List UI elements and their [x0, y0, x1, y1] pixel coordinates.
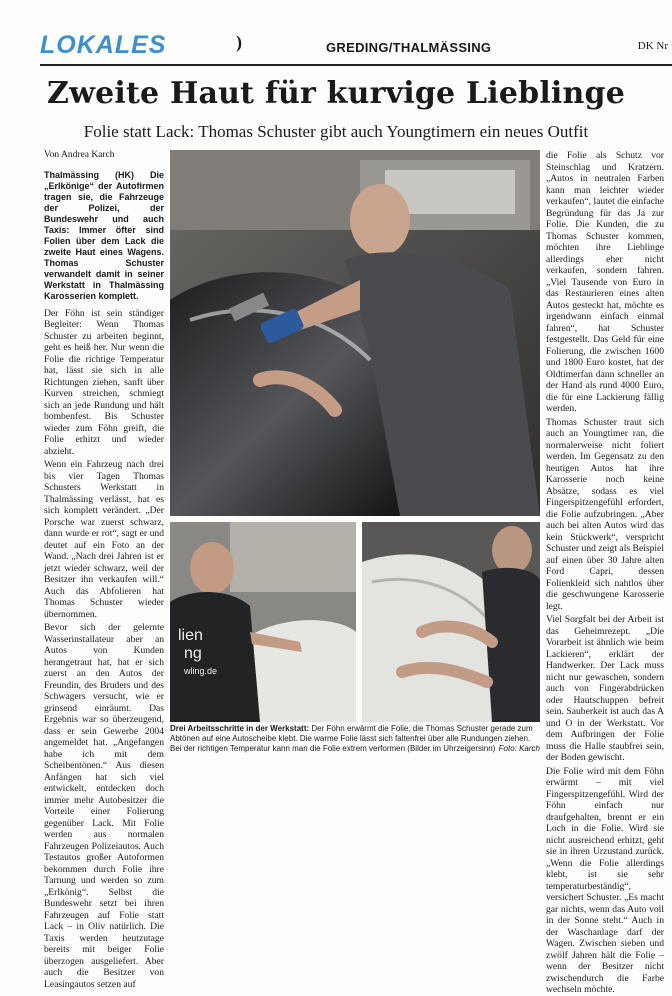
body-paragraph: Die Folie wird mit dem Föhn erwärmt – mit viel Fingerspitzengefühl. Wird der Föhn einfach nur draufgehalten, brennt er ein Loch in die Folie. Wird sie nicht ausreichend erhitzt, geht sie in ihren Urzustand zurück. „Wenn die Folie allerdings klebt, ist sie sehr temperaturbeständig“, versichert Schuster. „Es macht gar nichts, wenn das Auto voll in der Sonne steht.“ Auch in der Waschanlage darf der Wagen. Zwischen sieben und zwölf Jahren hält die Folie – wenn der Besitzer nicht zwischendurch die Farbe wechseln möchte.: [546, 765, 664, 995]
photo-left-worker: [170, 522, 356, 722]
page-id: DK Nr: [637, 40, 668, 52]
photo-main-workshop: [170, 150, 540, 516]
subheadline: Folie statt Lack: Thomas Schuster gibt auch Youngtimern ein neues Outfit: [83, 122, 589, 141]
region-label: GREDING/THALMÄSSING: [326, 40, 492, 55]
shirt-print-line-2: ng: [184, 645, 202, 662]
photo-credit: Foto: Karch: [498, 744, 540, 753]
text-column-left: [44, 150, 164, 990]
body-paragraph: Viel Sorgfalt bei der Arbeit ist das Geheimrezept. „Die Vorarbeit ist ähnlich wie beim Lackieren“, erklärt der Handwerker. Der Lack muss nicht nur gewaschen, sondern auch von Fingerabdrücken oder Hautschuppen befreit sein. Sauberkeit ist auch das A und O in der Werkstatt. Vor dem Aufbringen der Folie muss die Halle staubfrei sein, der Boden gewischt.: [546, 614, 664, 763]
caption-text: Der Föhn erwärmt die Folie, die Thomas Schuster gerade zum Abtönen auf eine Autoscheibe klebt. Die warme Folie lässt sich faltenfrei über alle Rundungen ziehen. Bei der richtigen Temperatur kann man die Folie extrem verformen (Bilder im Uhrzeigersinn): [170, 724, 533, 753]
page-header: [40, 30, 672, 64]
text-column-right: [546, 150, 664, 995]
shirt-print-line-3: wling.de: [184, 666, 218, 676]
header-rule: [40, 64, 672, 66]
page-mark: ): [236, 32, 242, 52]
photo-main-drawing: [170, 150, 540, 516]
shirt-print-line-1: lien: [178, 627, 203, 644]
lead-paragraph: Thalmässing (HK) Die „Erlkönige“ der Autofirmen tragen sie, die Fahrzeuge der Polizei, der Bundeswehr und auch Taxis: Immer öfter sind Folien über dem Lack die zweite Haut eines Wagens. Thomas Schuster verwandelt damit in seiner Werkstatt in Thalmässing Karosserien komplett.: [44, 169, 164, 301]
body-paragraph: die Folie als Schutz vor Steinschlag und Kratzern. „Autos in neutralen Farben kann man leichter wieder verkaufen“, lautet die einfache Begründung für das Ja zur Folie. Die Kunden, die zu Thomas Schuster kommen, möchten ihre Lieblinge allerdings eher nicht verkaufen, sondern fahren. „Viel Tausende von Euro in das Restaurieren eines alten Autos gesteckt hat, möchte es irgendwann einfach einmal fahren“, hat Schuster festgestellt. Das Geld für eine Folierung, die zwischen 1600 und 1800 Euro kostet, hat der Oldtimerfan dann schneller an der Hand als rund 4000 Euro, die für eine Lackierung fällig werden.: [546, 150, 664, 414]
photo-caption: [170, 724, 540, 754]
byline: Von Andrea Karch: [44, 150, 115, 160]
body-paragraph: Wenn ein Fahrzeug nach drei bis vier Tagen Thomas Schusters Werkstatt in Thalmässing verlässt, hat es sich komplett verändert. „Der Porsche war zuerst schwarz, dann wurde er rot“, sagt er und deutet auf ein Foto an der Wand. „Nach drei Jahren ist er jetzt wieder schwarz, weil der Besitzer ihn verkaufen will.“ Auch das Abfolieren hat Thomas Schuster wieder übernommen.: [44, 459, 164, 620]
headline: Zweite Haut für kurvige Lieblinge: [46, 76, 626, 111]
photo-right-drawing: [362, 522, 540, 722]
body-paragraph: Bevor sich der gelernte Wasserinstallateur aber an Autos von Kunden herangetraut hat, hat er sich zuerst an den Autos der Freundin, des Bruders und des Schwagers versucht, wie er grinsend einräumt. Das Ergebnis war so überzeugend, dass er sein Gewerbe 2004 angemeldet hat. „Angefangen habe ich mit dem Scheibentönen.“ Aus diesen Anfängen hat sich viel entwickelt, entdecken doch immer mehr Autobesitzer die Vorteile einer Folierung gegenüber Lack. Mit Folie werden aus normalen Fahrzeugen Polizeiautos. Auch Testautos großer Autoformen bekommen durch Folie ihre Tarnung und werden so zum „Erlkönig“. Selbst die Bundeswehr setzt bei ihren Fahrzeugen auf Folie statt Lack – in Oliv natürlich. Die Taxis werden heutzutage bereits mit beiger Folie überzogen ausgeliefert. Aber auch die Besitzer von Leasingautos setzen auf: [44, 622, 164, 990]
body-paragraph: Thomas Schuster traut sich auch an Youngtimer ran, die normalerweise nicht foliert werden. Im Gegensatz zu den heutigen Autos hat ihre Karosserie noch keine Absätze, sodass es viel Fingerspitzengefühl erfordert, die Folie aufzubringen. „Aber auch bei alten Autos wird das kein Stückwerk“, verspricht Schuster und zeigt als Beispiel auf einen über 30 Jahre alten Ford Capri, dessen Folienkleid sich nahtlos über die geschwungene Karosserie legt.: [546, 416, 664, 612]
body-paragraph: Der Föhn ist sein ständiger Begleiter: Wenn Thomas Schuster zu arbeiten beginnt, geht es heiß her. Nur wenn die Folie die richtige Temperatur hat, lässt sie sich in alle Richtungen ziehen, sanft über Kurven streichen, schmiegt sich an jede Rundung und hält bombenfest. Bis Schuster wieder zum Föhn greift, die Folie erhitzt und wieder abzieht.: [44, 307, 164, 457]
photo-left-drawing: [170, 522, 356, 722]
photo-right-hands: [362, 522, 540, 722]
caption-title: Drei Arbeitsschritte in der Werkstatt:: [170, 724, 310, 733]
section-title: LOKALES: [40, 31, 167, 59]
